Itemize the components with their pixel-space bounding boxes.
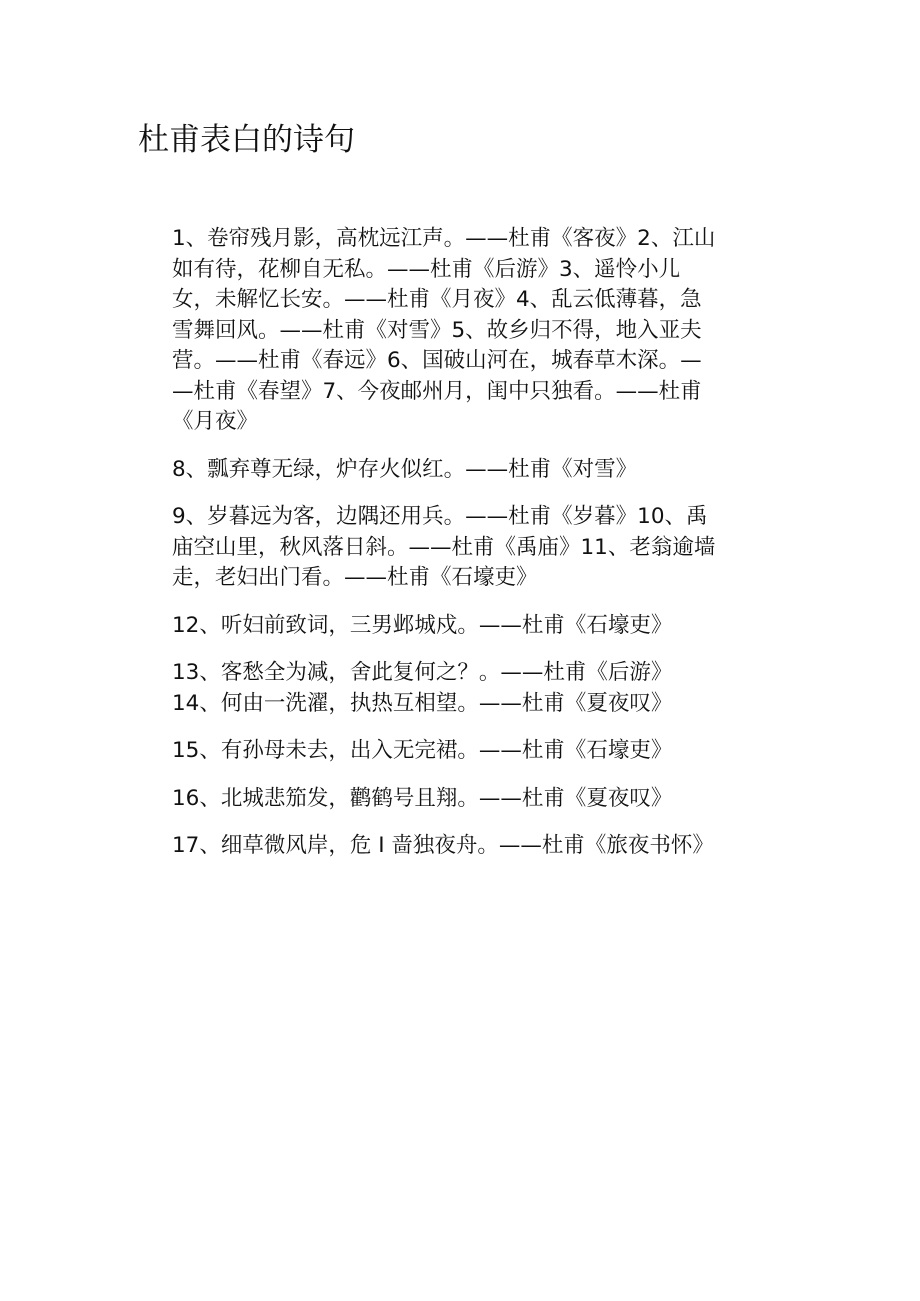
text-line: —杜甫《春望》7、今夜邮州月，闺中只独看。——杜甫 [172,378,702,404]
text-line: 《月夜》 [172,409,259,434]
text-line: 营。——杜甫《春远》6、国破山河在，城春草木深。— [172,348,702,373]
page-title: 杜甫表白的诗句 [138,122,355,158]
text-line: 14、何由一洗濯，执热互相望。——杜甫《夏夜叹》 [172,690,673,716]
text-line: 1、卷帘残月影，高枕远江声。——杜甫《客夜》2、江山 [172,226,716,251]
text-line: 庙空山里，秋风落日斜。——杜甫《禹庙》11、老翁逾墙 [172,534,716,560]
text-line: 8、瓢弃尊无绿，炉存火似红。——杜甫《对雪》 [172,456,638,482]
poem-paragraph-5 [172,658,752,689]
poem-paragraph-4 [172,611,752,642]
text-line: 13、客愁全为减，舍此复何之？。——杜甫《后游》 [172,660,673,685]
poem-paragraph-9 [172,831,752,862]
text-line: 9、岁暮远为客，边隅还用兵。——杜甫《岁暮》10、禹 [172,504,708,529]
text-line: 如有待，花柳自无私。——杜甫《后游》3、遥怜小儿 [172,256,681,282]
poem-paragraph-8 [172,784,752,815]
poem-paragraph-2 [172,455,752,486]
text-line: 15、有孙母未去，出入无完裙。——杜甫《石壕吏》 [172,738,673,763]
poem-paragraph-1 [172,224,752,438]
text-line: 12、听妇前致词，三男邺城戍。——杜甫《石壕吏》 [172,612,673,638]
text-line: 16、北城悲笳发，鹳鹤号且翔。——杜甫《夏夜叹》 [172,785,673,811]
text-line: 走，老妇出门看。——杜甫《石壕吏》 [172,565,538,590]
poem-paragraph-7 [172,736,752,767]
text-line: 雪舞回风。——杜甫《对雪》5、故乡归不得，地入亚夫 [172,317,702,343]
poem-list [172,224,752,862]
text-line: 女，未解忆长安。——杜甫《月夜》4、乱云低薄暮，急 [172,287,702,312]
poem-paragraph-3 [172,502,752,594]
text-line: 17、细草微风岸，危 I 啬独夜舟。——杜甫《旅夜书怀》 [172,833,714,858]
poem-paragraph-6 [172,689,752,720]
